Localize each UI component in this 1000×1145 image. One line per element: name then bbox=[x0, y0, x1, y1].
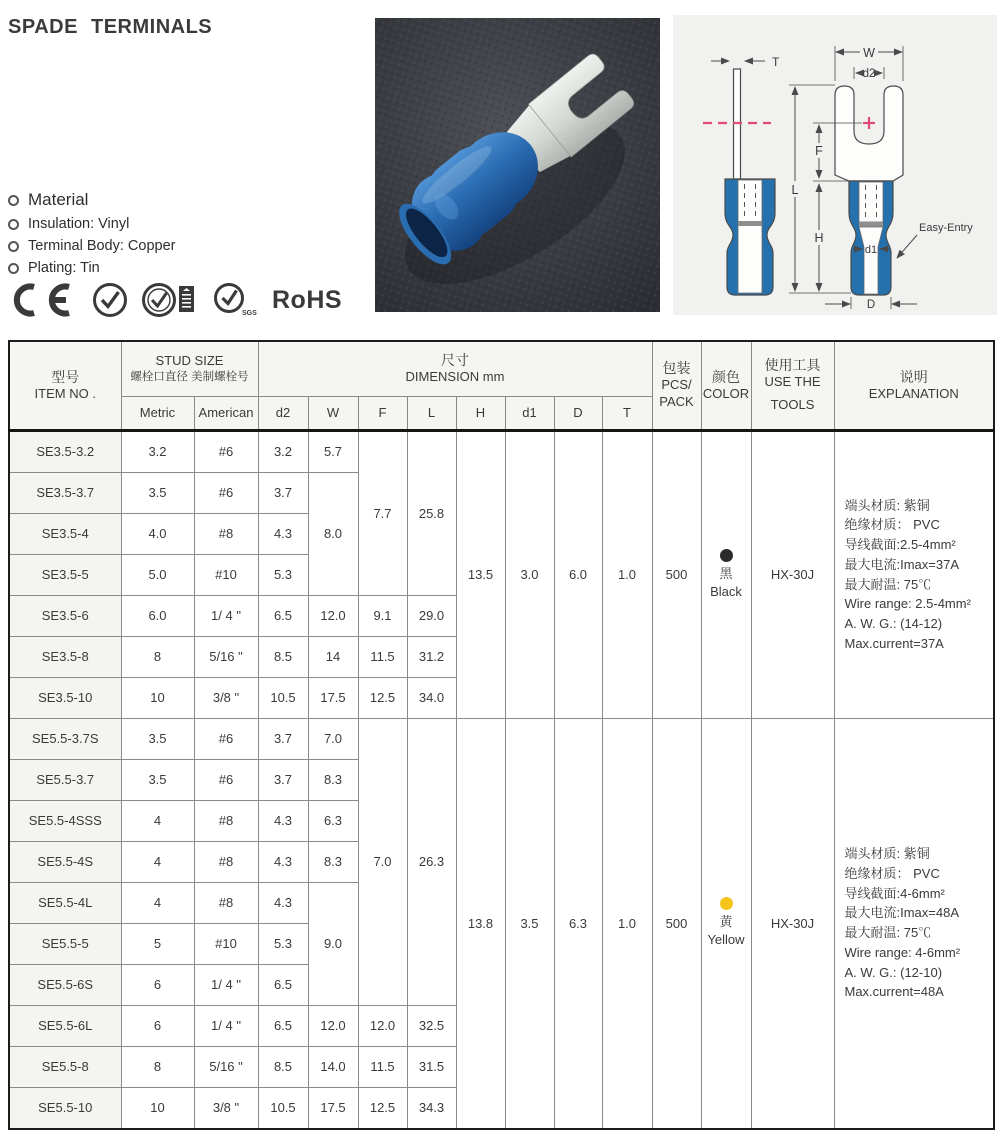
table-cell: SE3.5-5 bbox=[9, 554, 121, 595]
table-cell: 5 bbox=[121, 923, 194, 964]
table-cell: SE5.5-10 bbox=[9, 1087, 121, 1129]
table-cell: 8 bbox=[121, 636, 194, 677]
table-cell: 32.5 bbox=[407, 1005, 456, 1046]
table-cell: 12.5 bbox=[358, 677, 407, 718]
table-cell: SE3.5-4 bbox=[9, 513, 121, 554]
bullet-icon bbox=[8, 263, 19, 274]
table-cell: 3.5 bbox=[121, 718, 194, 759]
color-name-en: Black bbox=[710, 583, 742, 599]
table-cell: 4.3 bbox=[258, 800, 308, 841]
table-cell: 5/16 " bbox=[194, 636, 258, 677]
table-cell: 10 bbox=[121, 1087, 194, 1129]
table-cell: 10.5 bbox=[258, 677, 308, 718]
spec-table bbox=[8, 340, 995, 1130]
explanation-line: 导线截面:4-6mm² bbox=[844, 885, 945, 901]
explanation-line: 最大耐温: 75℃ bbox=[844, 576, 932, 592]
table-cell: 3/8 " bbox=[194, 677, 258, 718]
table-cell: 4.0 bbox=[121, 513, 194, 554]
table-cell: 5.3 bbox=[258, 923, 308, 964]
table-cell: 3.2 bbox=[121, 430, 194, 472]
table-cell: 4.3 bbox=[258, 513, 308, 554]
col-header-american: American bbox=[194, 396, 258, 430]
table-cell: 3.7 bbox=[258, 472, 308, 513]
color-cell bbox=[701, 430, 751, 718]
table-cell: 3.5 bbox=[505, 718, 554, 1129]
table-cell: SE5.5-4S bbox=[9, 841, 121, 882]
col-header-tools: 使用工具 USE THE TOOLS bbox=[751, 341, 834, 430]
explanation-line: 最大耐温: 75℃ bbox=[844, 925, 932, 940]
col-header-pack: 包装 PCS/ PACK bbox=[652, 341, 701, 430]
table-cell: #8 bbox=[194, 841, 258, 882]
table-cell: 10.5 bbox=[258, 1087, 308, 1129]
table-cell: 4.3 bbox=[258, 841, 308, 882]
explanation-line: Max.current=48A bbox=[844, 984, 944, 1000]
table-cell: 31.2 bbox=[407, 636, 456, 677]
explanation-line: A. W. G.: (14-12) bbox=[844, 616, 943, 631]
table-cell: 1.0 bbox=[602, 718, 652, 1129]
table-cell: 14 bbox=[308, 636, 358, 677]
table-cell: SE3.5-10 bbox=[9, 677, 121, 718]
table-cell: SE5.5-3.7 bbox=[9, 759, 121, 800]
dimension-diagram bbox=[673, 15, 997, 315]
materials-section bbox=[8, 190, 176, 282]
color-name-en: Yellow bbox=[707, 932, 745, 947]
explanation-line: 导线截面:2.5-4mm² bbox=[844, 537, 956, 552]
material-item: Plating: Tin bbox=[28, 260, 100, 276]
table-cell: SE3.5-3.7 bbox=[9, 472, 121, 513]
rohs-label: RoHS bbox=[272, 285, 343, 314]
table-cell: HX-30J bbox=[751, 718, 834, 1129]
table-cell: 34.3 bbox=[407, 1087, 456, 1129]
table-cell: 4 bbox=[121, 882, 194, 923]
dim-label-D: D bbox=[866, 299, 876, 311]
table-cell: 14.0 bbox=[308, 1046, 358, 1087]
explanation-line: 最大电流:Imax=48A bbox=[844, 905, 960, 921]
material-item: Insulation: Vinyl bbox=[28, 216, 130, 232]
explanation-cell bbox=[834, 718, 994, 1129]
dim-label-F: F bbox=[815, 144, 823, 158]
explanation-line: Wire range: 2.5-4mm² bbox=[844, 596, 971, 612]
col-header-dimension: 尺寸 DIMENSION mm bbox=[258, 341, 652, 396]
table-cell: 5.0 bbox=[121, 554, 194, 595]
col-header-d2: d2 bbox=[258, 396, 308, 430]
table-cell: SE5.5-5 bbox=[9, 923, 121, 964]
table-cell: 6.3 bbox=[308, 800, 358, 841]
table-cell: SE3.5-8 bbox=[9, 636, 121, 677]
table-cell: 3.7 bbox=[258, 718, 308, 759]
sgs-badge-icon bbox=[211, 281, 259, 319]
table-cell: 9.0 bbox=[308, 882, 358, 1005]
table-cell: 6.0 bbox=[554, 430, 602, 718]
table-cell: SE3.5-6 bbox=[9, 595, 121, 636]
explanation-line: Wire range: 4-6mm² bbox=[844, 944, 961, 960]
explanation-line: 绝缘材质： PVC bbox=[844, 517, 940, 533]
col-header-stud-size: STUD SIZE 螺栓口直径 美制螺栓号 bbox=[121, 341, 258, 396]
quality-check-badge-icon bbox=[91, 281, 129, 319]
iso-ukas-badge-icon bbox=[142, 281, 198, 319]
spec-table-header bbox=[9, 341, 994, 430]
color-name-zh: 黑 bbox=[719, 565, 733, 581]
material-item: Terminal Body: Copper bbox=[28, 238, 176, 254]
table-cell: #6 bbox=[194, 430, 258, 472]
table-cell: #8 bbox=[194, 800, 258, 841]
table-cell: 26.3 bbox=[407, 718, 456, 1005]
table-cell: 8.0 bbox=[308, 472, 358, 595]
table-cell: 4 bbox=[121, 800, 194, 841]
table-cell: 500 bbox=[652, 430, 701, 718]
table-cell: 6.3 bbox=[554, 718, 602, 1129]
materials-heading: Material bbox=[28, 190, 89, 209]
table-cell: 34.0 bbox=[407, 677, 456, 718]
explanation-line: A. W. G.: (12-10) bbox=[844, 964, 943, 980]
dim-label-L: L bbox=[791, 183, 799, 197]
table-cell: 3/8 " bbox=[194, 1087, 258, 1129]
table-cell: #8 bbox=[194, 882, 258, 923]
color-cell bbox=[701, 718, 751, 1129]
table-cell: SE5.5-6S bbox=[9, 964, 121, 1005]
table-cell: 8.5 bbox=[258, 636, 308, 677]
table-cell: 11.5 bbox=[358, 636, 407, 677]
easy-entry-label: Easy-Entry bbox=[919, 222, 973, 234]
table-cell: SE5.5-6L bbox=[9, 1005, 121, 1046]
table-cell: SE5.5-8 bbox=[9, 1046, 121, 1087]
table-cell: 12.0 bbox=[308, 1005, 358, 1046]
table-cell: 6 bbox=[121, 964, 194, 1005]
table-cell: 3.0 bbox=[505, 430, 554, 718]
table-cell: 3.5 bbox=[121, 759, 194, 800]
table-cell: 1/ 4 " bbox=[194, 595, 258, 636]
table-cell: 1/ 4 " bbox=[194, 1005, 258, 1046]
color-name-zh: 黄 bbox=[719, 914, 733, 930]
table-cell: 12.0 bbox=[308, 595, 358, 636]
col-header-d1: d1 bbox=[505, 396, 554, 430]
table-cell: 5/16 " bbox=[194, 1046, 258, 1087]
table-cell: 7.7 bbox=[358, 430, 407, 595]
table-cell: 6.5 bbox=[258, 1005, 308, 1046]
table-cell: 10 bbox=[121, 677, 194, 718]
dim-label-W: W bbox=[863, 46, 875, 60]
table-cell: 11.5 bbox=[358, 1046, 407, 1087]
color-dot-icon bbox=[720, 549, 733, 562]
spec-table-body bbox=[9, 430, 994, 1129]
table-cell: 1.0 bbox=[602, 430, 652, 718]
table-cell: SE5.5-4L bbox=[9, 882, 121, 923]
table-cell: 13.8 bbox=[456, 718, 505, 1129]
explanation-cell bbox=[834, 430, 994, 718]
color-dot-icon bbox=[720, 897, 733, 910]
explanation-line: 绝缘材质： PVC bbox=[844, 865, 940, 881]
explanation-line: 最大电流:Imax=37A bbox=[844, 556, 960, 572]
table-cell: #6 bbox=[194, 472, 258, 513]
table-cell: 17.5 bbox=[308, 677, 358, 718]
table-cell: #8 bbox=[194, 513, 258, 554]
table-cell: 12.0 bbox=[358, 1005, 407, 1046]
table-cell: 31.5 bbox=[407, 1046, 456, 1087]
explanation-line: Max.current=37A bbox=[844, 635, 944, 651]
svg-text:SGS: SGS bbox=[242, 310, 257, 317]
col-header-color: 颜色 COLOR bbox=[701, 341, 751, 430]
table-cell: 5.7 bbox=[308, 430, 358, 472]
dim-label-d2: d2 bbox=[862, 68, 876, 80]
table-cell: 29.0 bbox=[407, 595, 456, 636]
table-cell: 7.0 bbox=[358, 718, 407, 1005]
table-cell: 3.2 bbox=[258, 430, 308, 472]
table-cell: #6 bbox=[194, 759, 258, 800]
table-cell: SE5.5-3.7S bbox=[9, 718, 121, 759]
col-header-d: D bbox=[554, 396, 602, 430]
bullet-icon bbox=[8, 219, 19, 230]
ce-mark-icon bbox=[6, 283, 78, 317]
col-header-metric: Metric bbox=[121, 396, 194, 430]
col-header-l: L bbox=[407, 396, 456, 430]
table-cell: 8.3 bbox=[308, 841, 358, 882]
col-header-w: W bbox=[308, 396, 358, 430]
table-cell: 6 bbox=[121, 1005, 194, 1046]
col-header-t: T bbox=[602, 396, 652, 430]
table-cell: 6.5 bbox=[258, 964, 308, 1005]
col-header-explanation: 说明 EXPLANATION bbox=[834, 341, 994, 430]
dim-label-d1: d1 bbox=[864, 244, 878, 256]
dim-label-H: H bbox=[814, 231, 824, 245]
table-cell: 12.5 bbox=[358, 1087, 407, 1129]
table-cell: #6 bbox=[194, 718, 258, 759]
table-cell: 9.1 bbox=[358, 595, 407, 636]
table-cell: 4.3 bbox=[258, 882, 308, 923]
table-row bbox=[9, 718, 994, 759]
table-cell: 8.5 bbox=[258, 1046, 308, 1087]
table-cell: #10 bbox=[194, 923, 258, 964]
page-title: SPADE TERMINALS bbox=[8, 16, 213, 38]
table-cell: 3.7 bbox=[258, 759, 308, 800]
table-cell: 8 bbox=[121, 1046, 194, 1087]
table-cell: #10 bbox=[194, 554, 258, 595]
table-cell: 3.5 bbox=[121, 472, 194, 513]
table-row bbox=[9, 430, 994, 472]
table-cell: 17.5 bbox=[308, 1087, 358, 1129]
explanation-line: 端头材质: 紫铜 bbox=[844, 846, 930, 861]
table-cell: 6.0 bbox=[121, 595, 194, 636]
explanation-line: 端头材质: 紫铜 bbox=[844, 497, 930, 513]
table-cell: 7.0 bbox=[308, 718, 358, 759]
table-cell: 500 bbox=[652, 718, 701, 1129]
table-cell: HX-30J bbox=[751, 430, 834, 718]
table-cell: 1/ 4 " bbox=[194, 964, 258, 1005]
col-header-item-no: 型号 ITEM NO . bbox=[9, 341, 121, 430]
table-cell: 13.5 bbox=[456, 430, 505, 718]
table-cell: 4 bbox=[121, 841, 194, 882]
table-cell: 8.3 bbox=[308, 759, 358, 800]
col-header-h: H bbox=[456, 396, 505, 430]
bullet-icon bbox=[8, 195, 19, 206]
table-cell: SE3.5-3.2 bbox=[9, 430, 121, 472]
table-cell: SE5.5-4SSS bbox=[9, 800, 121, 841]
dim-label-T: T bbox=[772, 55, 780, 69]
table-cell: 5.3 bbox=[258, 554, 308, 595]
product-photo bbox=[375, 18, 660, 312]
table-cell: 25.8 bbox=[407, 430, 456, 595]
certifications-row bbox=[6, 280, 342, 320]
table-cell: 6.5 bbox=[258, 595, 308, 636]
bullet-icon bbox=[8, 241, 19, 252]
col-header-f: F bbox=[358, 396, 407, 430]
